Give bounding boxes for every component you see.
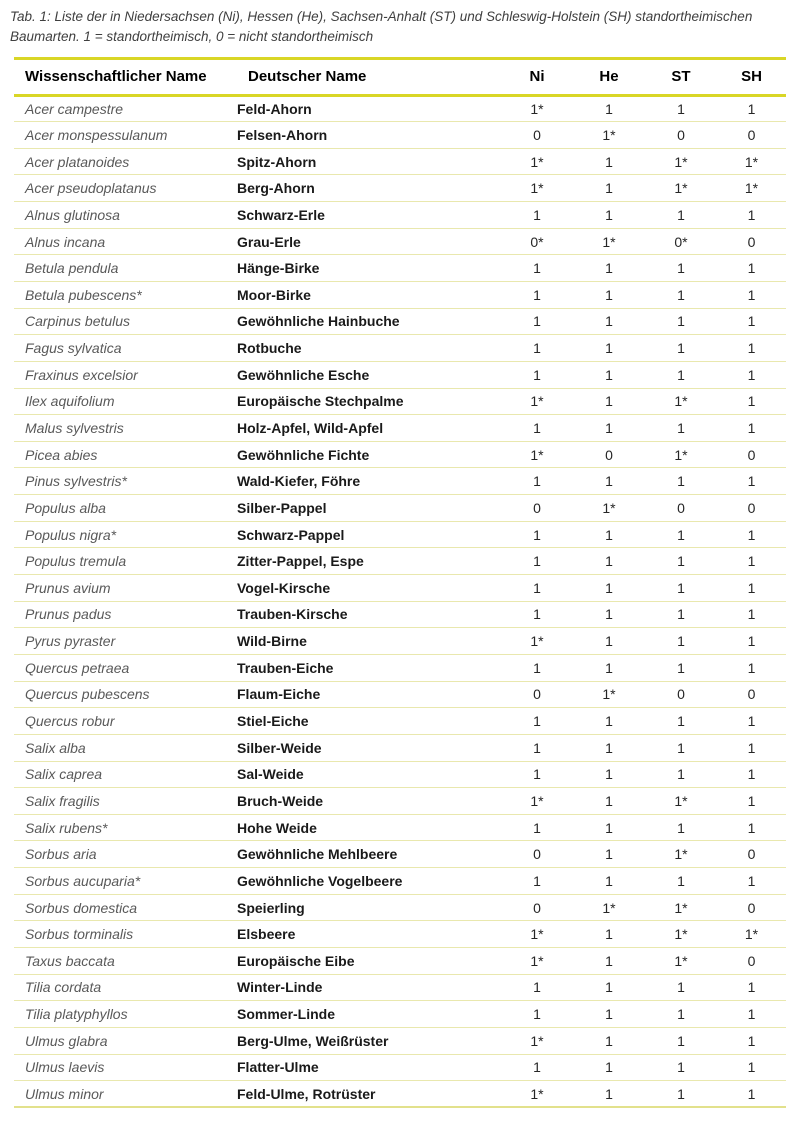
ni-value-cell: 1 <box>501 202 573 229</box>
ni-value-cell: 1* <box>501 388 573 415</box>
he-value-cell: 1 <box>573 361 645 388</box>
german-name-cell: Feld-Ulme, Rotrüster <box>237 1081 501 1108</box>
scientific-name-cell: Populus tremula <box>14 548 237 575</box>
sh-value-cell: 1 <box>717 1081 786 1108</box>
german-name-cell: Silber-Pappel <box>237 495 501 522</box>
sh-value-cell: 1 <box>717 575 786 602</box>
he-value-cell: 1 <box>573 255 645 282</box>
st-value-cell: 1 <box>645 415 717 442</box>
he-value-cell: 1 <box>573 1027 645 1054</box>
he-value-cell: 1 <box>573 148 645 175</box>
ni-value-cell: 0 <box>501 495 573 522</box>
ni-value-cell: 1 <box>501 654 573 681</box>
st-value-cell: 1* <box>645 894 717 921</box>
he-value-cell: 1 <box>573 601 645 628</box>
table-row <box>14 548 786 575</box>
he-value-cell: 1 <box>573 548 645 575</box>
table-row <box>14 361 786 388</box>
sh-value-cell: 1 <box>717 202 786 229</box>
german-name-cell: Winter-Linde <box>237 974 501 1001</box>
st-value-cell: 1 <box>645 468 717 495</box>
german-name-cell: Berg-Ulme, Weißrüster <box>237 1027 501 1054</box>
ni-value-cell: 1 <box>501 761 573 788</box>
st-value-cell: 1 <box>645 761 717 788</box>
ni-value-cell: 1* <box>501 441 573 468</box>
st-value-cell: 1 <box>645 575 717 602</box>
table-row <box>14 788 786 815</box>
ni-value-cell: 1 <box>501 415 573 442</box>
german-name-cell: Zitter-Pappel, Espe <box>237 548 501 575</box>
table-row <box>14 601 786 628</box>
sh-value-cell: 1 <box>717 335 786 362</box>
german-name-cell: Holz-Apfel, Wild-Apfel <box>237 415 501 442</box>
table-row <box>14 921 786 948</box>
st-value-cell: 0 <box>645 495 717 522</box>
scientific-name-cell: Picea abies <box>14 441 237 468</box>
scientific-name-cell: Fraxinus excelsior <box>14 361 237 388</box>
he-value-cell: 1 <box>573 974 645 1001</box>
st-value-cell: 0* <box>645 228 717 255</box>
table-header-row <box>14 58 786 95</box>
he-value-cell: 1 <box>573 654 645 681</box>
ni-value-cell: 1 <box>501 308 573 335</box>
german-name-cell: Trauben-Kirsche <box>237 601 501 628</box>
ni-value-cell: 1* <box>501 788 573 815</box>
he-value-cell: 1* <box>573 681 645 708</box>
st-value-cell: 0 <box>645 681 717 708</box>
table-row <box>14 521 786 548</box>
sh-value-cell: 0 <box>717 681 786 708</box>
ni-value-cell: 1 <box>501 255 573 282</box>
he-value-cell: 1 <box>573 734 645 761</box>
sh-value-cell: 1 <box>717 788 786 815</box>
german-name-cell: Rotbuche <box>237 335 501 362</box>
ni-value-cell: 1 <box>501 734 573 761</box>
st-value-cell: 1 <box>645 95 717 122</box>
st-value-cell: 1 <box>645 202 717 229</box>
table-row <box>14 388 786 415</box>
ni-value-cell: 0 <box>501 894 573 921</box>
scientific-name-cell: Pyrus pyraster <box>14 628 237 655</box>
sh-value-cell: 0 <box>717 228 786 255</box>
he-value-cell: 1 <box>573 95 645 122</box>
st-value-cell: 1 <box>645 868 717 895</box>
sh-value-cell: 1 <box>717 1027 786 1054</box>
sh-value-cell: 1 <box>717 95 786 122</box>
table-row <box>14 228 786 255</box>
table-row <box>14 761 786 788</box>
sh-value-cell: 1* <box>717 148 786 175</box>
ni-value-cell: 0 <box>501 122 573 149</box>
he-value-cell: 1 <box>573 521 645 548</box>
table-row <box>14 814 786 841</box>
german-name-cell: Berg-Ahorn <box>237 175 501 202</box>
german-name-cell: Grau-Erle <box>237 228 501 255</box>
he-value-cell: 1 <box>573 921 645 948</box>
german-name-cell: Stiel-Eiche <box>237 708 501 735</box>
sh-value-cell: 1* <box>717 175 786 202</box>
he-value-cell: 1* <box>573 894 645 921</box>
table-caption: Tab. 1: Liste der in Niedersachsen (Ni), Hessen (He), Sachsen-Anhalt (ST) und Schleswig-Holstein (SH) standortheimischen Baumarten. 1 = standortheimisch, 0 = nicht standortheimisch <box>10 9 753 45</box>
table-row <box>14 708 786 735</box>
sh-value-cell: 1 <box>717 308 786 335</box>
he-value-cell: 1 <box>573 814 645 841</box>
german-name-cell: Silber-Weide <box>237 734 501 761</box>
german-name-cell: Elsbeere <box>237 921 501 948</box>
sh-value-cell: 1 <box>717 601 786 628</box>
st-value-cell: 1 <box>645 548 717 575</box>
table-row <box>14 575 786 602</box>
st-value-cell: 1* <box>645 948 717 975</box>
st-value-cell: 1 <box>645 814 717 841</box>
sh-value-cell: 1 <box>717 628 786 655</box>
sh-value-cell: 0 <box>717 495 786 522</box>
table-row <box>14 148 786 175</box>
column-header-scientific-name: Wissenschaftlicher Name <box>14 58 237 95</box>
ni-value-cell: 1 <box>501 575 573 602</box>
table-row <box>14 335 786 362</box>
scientific-name-cell: Betula pubescens* <box>14 281 237 308</box>
german-name-cell: Felsen-Ahorn <box>237 122 501 149</box>
he-value-cell: 1 <box>573 1081 645 1108</box>
he-value-cell: 1 <box>573 388 645 415</box>
he-value-cell: 1 <box>573 202 645 229</box>
sh-value-cell: 1 <box>717 761 786 788</box>
table-row <box>14 734 786 761</box>
table-row <box>14 468 786 495</box>
st-value-cell: 1 <box>645 335 717 362</box>
german-name-cell: Bruch-Weide <box>237 788 501 815</box>
scientific-name-cell: Betula pendula <box>14 255 237 282</box>
sh-value-cell: 1 <box>717 734 786 761</box>
german-name-cell: Gewöhnliche Mehlbeere <box>237 841 501 868</box>
table-row <box>14 1081 786 1108</box>
german-name-cell: Sommer-Linde <box>237 1001 501 1028</box>
sh-value-cell: 0 <box>717 441 786 468</box>
he-value-cell: 1 <box>573 788 645 815</box>
scientific-name-cell: Ulmus laevis <box>14 1054 237 1081</box>
german-name-cell: Vogel-Kirsche <box>237 575 501 602</box>
he-value-cell: 1* <box>573 495 645 522</box>
sh-value-cell: 1 <box>717 548 786 575</box>
st-value-cell: 1* <box>645 441 717 468</box>
ni-value-cell: 1* <box>501 95 573 122</box>
scientific-name-cell: Fagus sylvatica <box>14 335 237 362</box>
ni-value-cell: 1* <box>501 175 573 202</box>
sh-value-cell: 1 <box>717 361 786 388</box>
german-name-cell: Hohe Weide <box>237 814 501 841</box>
ni-value-cell: 1 <box>501 868 573 895</box>
he-value-cell: 1 <box>573 628 645 655</box>
german-name-cell: Schwarz-Pappel <box>237 521 501 548</box>
scientific-name-cell: Acer monspessulanum <box>14 122 237 149</box>
scientific-name-cell: Quercus petraea <box>14 654 237 681</box>
sh-value-cell: 1 <box>717 1001 786 1028</box>
scientific-name-cell: Salix caprea <box>14 761 237 788</box>
scientific-name-cell: Acer platanoides <box>14 148 237 175</box>
he-value-cell: 1 <box>573 575 645 602</box>
scientific-name-cell: Malus sylvestris <box>14 415 237 442</box>
ni-value-cell: 1* <box>501 628 573 655</box>
table-row <box>14 175 786 202</box>
sh-value-cell: 1 <box>717 708 786 735</box>
sh-value-cell: 0 <box>717 894 786 921</box>
st-value-cell: 1 <box>645 708 717 735</box>
native-tree-species-table <box>14 57 786 1109</box>
sh-value-cell: 1 <box>717 814 786 841</box>
german-name-cell: Europäische Stechpalme <box>237 388 501 415</box>
sh-value-cell: 1 <box>717 974 786 1001</box>
scientific-name-cell: Sorbus aria <box>14 841 237 868</box>
table-row <box>14 681 786 708</box>
table-body <box>14 95 786 1107</box>
st-value-cell: 1 <box>645 255 717 282</box>
ni-value-cell: 1 <box>501 548 573 575</box>
german-name-cell: Trauben-Eiche <box>237 654 501 681</box>
column-header-sh: SH <box>717 58 786 95</box>
sh-value-cell: 1 <box>717 868 786 895</box>
table-row <box>14 1001 786 1028</box>
st-value-cell: 1* <box>645 921 717 948</box>
table-row <box>14 95 786 122</box>
he-value-cell: 1 <box>573 308 645 335</box>
ni-value-cell: 1* <box>501 148 573 175</box>
german-name-cell: Schwarz-Erle <box>237 202 501 229</box>
st-value-cell: 1 <box>645 1054 717 1081</box>
document-page <box>0 7 800 1122</box>
scientific-name-cell: Alnus glutinosa <box>14 202 237 229</box>
ni-value-cell: 1* <box>501 1081 573 1108</box>
scientific-name-cell: Populus alba <box>14 495 237 522</box>
scientific-name-cell: Prunus padus <box>14 601 237 628</box>
german-name-cell: Flaum-Eiche <box>237 681 501 708</box>
table-row <box>14 654 786 681</box>
sh-value-cell: 1 <box>717 654 786 681</box>
sh-value-cell: 1 <box>717 521 786 548</box>
german-name-cell: Flatter-Ulme <box>237 1054 501 1081</box>
table-row <box>14 1054 786 1081</box>
german-name-cell: Gewöhnliche Hainbuche <box>237 308 501 335</box>
table-row <box>14 894 786 921</box>
scientific-name-cell: Sorbus torminalis <box>14 921 237 948</box>
ni-value-cell: 1 <box>501 1054 573 1081</box>
scientific-name-cell: Salix alba <box>14 734 237 761</box>
table-row <box>14 1027 786 1054</box>
he-value-cell: 0 <box>573 441 645 468</box>
scientific-name-cell: Tilia platyphyllos <box>14 1001 237 1028</box>
sh-value-cell: 0 <box>717 122 786 149</box>
sh-value-cell: 1 <box>717 1054 786 1081</box>
german-name-cell: Wild-Birne <box>237 628 501 655</box>
german-name-cell: Speierling <box>237 894 501 921</box>
st-value-cell: 1 <box>645 281 717 308</box>
ni-value-cell: 1* <box>501 1027 573 1054</box>
scientific-name-cell: Pinus sylvestris* <box>14 468 237 495</box>
scientific-name-cell: Sorbus domestica <box>14 894 237 921</box>
st-value-cell: 0 <box>645 122 717 149</box>
scientific-name-cell: Quercus robur <box>14 708 237 735</box>
table-row <box>14 495 786 522</box>
sh-value-cell: 0 <box>717 948 786 975</box>
scientific-name-cell: Alnus incana <box>14 228 237 255</box>
sh-value-cell: 1 <box>717 255 786 282</box>
column-header-german-name: Deutscher Name <box>237 58 501 95</box>
table-row <box>14 948 786 975</box>
st-value-cell: 1 <box>645 361 717 388</box>
sh-value-cell: 0 <box>717 841 786 868</box>
ni-value-cell: 0 <box>501 681 573 708</box>
ni-value-cell: 0 <box>501 841 573 868</box>
he-value-cell: 1 <box>573 761 645 788</box>
scientific-name-cell: Prunus avium <box>14 575 237 602</box>
he-value-cell: 1 <box>573 281 645 308</box>
scientific-name-cell: Quercus pubescens <box>14 681 237 708</box>
ni-value-cell: 1* <box>501 921 573 948</box>
ni-value-cell: 1 <box>501 708 573 735</box>
st-value-cell: 1 <box>645 1081 717 1108</box>
ni-value-cell: 1 <box>501 521 573 548</box>
scientific-name-cell: Acer pseudoplatanus <box>14 175 237 202</box>
ni-value-cell: 1 <box>501 814 573 841</box>
he-value-cell: 1 <box>573 415 645 442</box>
table-row <box>14 628 786 655</box>
st-value-cell: 1* <box>645 175 717 202</box>
sh-value-cell: 1 <box>717 468 786 495</box>
scientific-name-cell: Populus nigra* <box>14 521 237 548</box>
sh-value-cell: 1 <box>717 388 786 415</box>
table-row <box>14 308 786 335</box>
table-row <box>14 868 786 895</box>
scientific-name-cell: Acer campestre <box>14 95 237 122</box>
st-value-cell: 1 <box>645 628 717 655</box>
ni-value-cell: 1 <box>501 974 573 1001</box>
table-row <box>14 202 786 229</box>
he-value-cell: 1 <box>573 708 645 735</box>
german-name-cell: Sal-Weide <box>237 761 501 788</box>
scientific-name-cell: Ulmus glabra <box>14 1027 237 1054</box>
st-value-cell: 1* <box>645 388 717 415</box>
he-value-cell: 1* <box>573 228 645 255</box>
st-value-cell: 1* <box>645 841 717 868</box>
he-value-cell: 1 <box>573 868 645 895</box>
german-name-cell: Moor-Birke <box>237 281 501 308</box>
he-value-cell: 1 <box>573 175 645 202</box>
scientific-name-cell: Ulmus minor <box>14 1081 237 1108</box>
ni-value-cell: 0* <box>501 228 573 255</box>
he-value-cell: 1 <box>573 1001 645 1028</box>
german-name-cell: Feld-Ahorn <box>237 95 501 122</box>
column-header-he: He <box>573 58 645 95</box>
he-value-cell: 1 <box>573 1054 645 1081</box>
st-value-cell: 1 <box>645 974 717 1001</box>
table-row <box>14 841 786 868</box>
st-value-cell: 1 <box>645 308 717 335</box>
scientific-name-cell: Sorbus aucuparia* <box>14 868 237 895</box>
he-value-cell: 1 <box>573 335 645 362</box>
column-header-ni: Ni <box>501 58 573 95</box>
scientific-name-cell: Salix rubens* <box>14 814 237 841</box>
ni-value-cell: 1 <box>501 1001 573 1028</box>
german-name-cell: Europäische Eibe <box>237 948 501 975</box>
column-header-st: ST <box>645 58 717 95</box>
table-row <box>14 255 786 282</box>
st-value-cell: 1 <box>645 1027 717 1054</box>
ni-value-cell: 1 <box>501 281 573 308</box>
he-value-cell: 1 <box>573 468 645 495</box>
sh-value-cell: 1* <box>717 921 786 948</box>
table-row <box>14 122 786 149</box>
table-row <box>14 415 786 442</box>
he-value-cell: 1 <box>573 841 645 868</box>
scientific-name-cell: Carpinus betulus <box>14 308 237 335</box>
ni-value-cell: 1 <box>501 361 573 388</box>
german-name-cell: Gewöhnliche Esche <box>237 361 501 388</box>
st-value-cell: 1* <box>645 788 717 815</box>
german-name-cell: Gewöhnliche Fichte <box>237 441 501 468</box>
st-value-cell: 1* <box>645 148 717 175</box>
table-row <box>14 441 786 468</box>
scientific-name-cell: Tilia cordata <box>14 974 237 1001</box>
st-value-cell: 1 <box>645 601 717 628</box>
german-name-cell: Spitz-Ahorn <box>237 148 501 175</box>
sh-value-cell: 1 <box>717 281 786 308</box>
ni-value-cell: 1* <box>501 948 573 975</box>
german-name-cell: Hänge-Birke <box>237 255 501 282</box>
he-value-cell: 1* <box>573 122 645 149</box>
scientific-name-cell: Taxus baccata <box>14 948 237 975</box>
sh-value-cell: 1 <box>717 415 786 442</box>
ni-value-cell: 1 <box>501 468 573 495</box>
st-value-cell: 1 <box>645 521 717 548</box>
german-name-cell: Wald-Kiefer, Föhre <box>237 468 501 495</box>
german-name-cell: Gewöhnliche Vogelbeere <box>237 868 501 895</box>
st-value-cell: 1 <box>645 654 717 681</box>
table-header <box>14 58 786 95</box>
ni-value-cell: 1 <box>501 335 573 362</box>
st-value-cell: 1 <box>645 734 717 761</box>
st-value-cell: 1 <box>645 1001 717 1028</box>
he-value-cell: 1 <box>573 948 645 975</box>
table-row <box>14 281 786 308</box>
table-row <box>14 974 786 1001</box>
ni-value-cell: 1 <box>501 601 573 628</box>
scientific-name-cell: Salix fragilis <box>14 788 237 815</box>
scientific-name-cell: Ilex aquifolium <box>14 388 237 415</box>
